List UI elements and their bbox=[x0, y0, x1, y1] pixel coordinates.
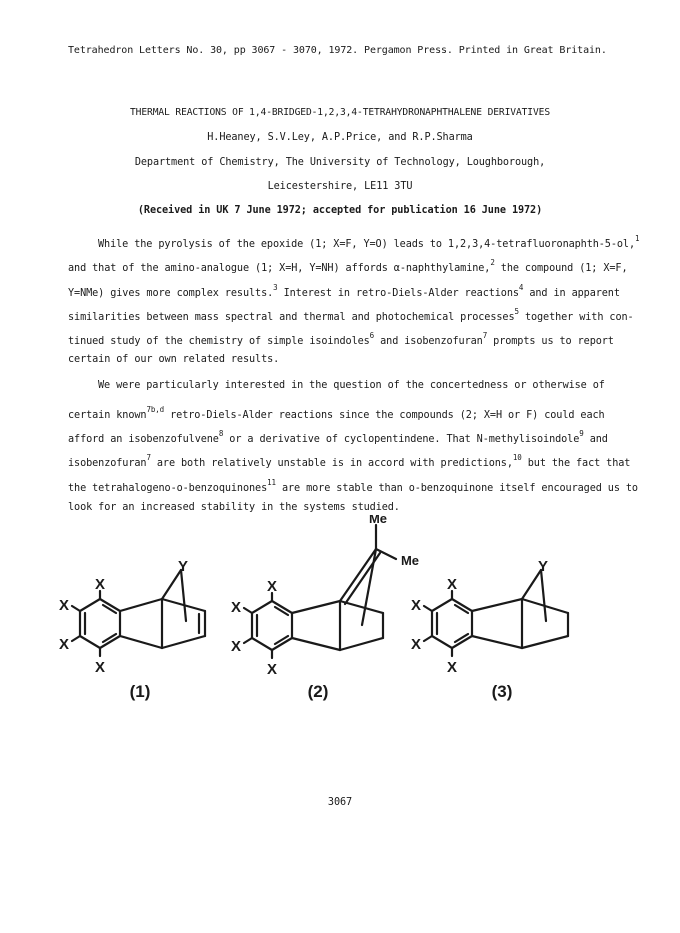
footnote-ref: 11 bbox=[267, 478, 276, 487]
compound-label-3: (3) bbox=[491, 682, 513, 701]
footnote-ref: 10 bbox=[512, 453, 522, 462]
p2-line-2 bbox=[68, 405, 605, 421]
affiliation-line-1: Department of Chemistry, The University of Technology, Loughborough, bbox=[134, 157, 546, 168]
p1-line-2-text-b: the compound (1; X=F, bbox=[494, 263, 628, 274]
x-label: X bbox=[266, 661, 278, 678]
p1-line-1-text: While the pyrolysis of the epoxide (1; X=F, Y=O) leads to 1,2,3,4-tetrafluoronaphth-5-ol, bbox=[98, 239, 635, 250]
p1-line-1 bbox=[98, 234, 639, 250]
compound-label-2: (2) bbox=[307, 682, 329, 701]
p2-line-4-text-b: are both relatively unstable is in accord with predictions, bbox=[150, 458, 513, 469]
p2-line-1: We were particularly interested in the question of the concertedness or otherwise of bbox=[98, 380, 605, 391]
footnote-ref: 2 bbox=[490, 258, 495, 267]
p1-line-2 bbox=[68, 258, 628, 274]
y-label: Y bbox=[537, 558, 549, 575]
p1-line-5 bbox=[68, 331, 614, 347]
p1-line-3-text-b: Interest in retro-Diels-Alder reactions bbox=[277, 288, 519, 299]
p1-line-5-text-a: tinued study of the chemistry of simple isoindoles bbox=[68, 336, 370, 347]
compound-label-1: (1) bbox=[129, 682, 151, 701]
footnote-ref: 7 bbox=[482, 331, 488, 340]
page-number: 3067 bbox=[327, 797, 353, 808]
received-dates: (Received in UK 7 June 1972; accepted for publication 16 June 1972) bbox=[137, 205, 543, 216]
footnote-ref: 3 bbox=[273, 283, 278, 292]
paper-title: THERMAL REACTIONS OF 1,4-BRIDGED-1,2,3,4-TETRAHYDRONAPHTHALENE DERIVATIVES bbox=[129, 107, 551, 118]
p2-line-6: look for an increased stability in the systems studied. bbox=[68, 502, 400, 513]
p1-line-4-text-b: together with con- bbox=[518, 312, 634, 323]
x-label: X bbox=[446, 576, 458, 593]
p2-line-3-text-b: or a derivative of cyclopentindene. That N-methylisoindole bbox=[223, 434, 580, 445]
x-label: X bbox=[410, 636, 422, 653]
structure-3 bbox=[424, 570, 568, 656]
footnote-ref: 8 bbox=[218, 429, 224, 438]
methyl-label: Me bbox=[368, 515, 388, 526]
p2-line-3-text-a: afford an isobenzofulvene bbox=[68, 434, 219, 445]
p1-line-6: certain of our own related results. bbox=[68, 354, 280, 365]
x-label: X bbox=[266, 578, 278, 595]
p2-line-2-text-b: retro-Diels-Alder reactions since the compounds (2; X=H or F) could each bbox=[164, 410, 605, 421]
p1-line-3 bbox=[68, 283, 620, 299]
x-label: X bbox=[446, 659, 458, 676]
footnote-ref: 6 bbox=[369, 331, 375, 340]
x-label: X bbox=[94, 659, 106, 676]
p2-line-4-text-a: isobenzofuran bbox=[68, 458, 147, 469]
footnote-ref: 7b,d bbox=[146, 405, 165, 414]
x-label: X bbox=[230, 599, 242, 616]
x-label: X bbox=[410, 597, 422, 614]
p2-line-2-text-a: certain known bbox=[68, 410, 147, 421]
p1-line-4-text-a: similarities between mass spectral and thermal and photochemical processes bbox=[68, 312, 515, 323]
x-label: X bbox=[230, 638, 242, 655]
journal-header: Tetrahedron Letters No. 30, pp 3067 - 3070, 1972. Pergamon Press. Printed in Great Britain. bbox=[68, 45, 607, 56]
chemical-structures-figure bbox=[0, 515, 680, 715]
p2-line-4-text-c: but the fact that bbox=[521, 458, 631, 469]
structure-1 bbox=[72, 570, 205, 656]
p2-line-3 bbox=[68, 429, 608, 445]
affiliation-line-2: Leicestershire, LE11 3TU bbox=[267, 181, 413, 192]
p2-line-5 bbox=[68, 478, 638, 494]
p1-line-2-text-a: and that of the amino-analogue (1; X=H, Y=NH) affords α-naphthylamine, bbox=[68, 263, 491, 274]
y-label: Y bbox=[177, 558, 189, 575]
footnote-ref: 9 bbox=[579, 429, 584, 438]
p1-line-3-text-c: and in apparent bbox=[523, 288, 620, 299]
footnote-ref: 5 bbox=[514, 307, 519, 316]
methyl-label: Me bbox=[400, 553, 420, 568]
x-label: X bbox=[58, 636, 70, 653]
p1-line-5-text-b: and isobenzofuran bbox=[374, 336, 483, 347]
p1-line-3-text-a: Y=NMe) gives more complex results. bbox=[68, 288, 274, 299]
authors: H.Heaney, S.V.Ley, A.P.Price, and R.P.Sharma bbox=[207, 132, 473, 143]
footnote-ref: 7 bbox=[146, 453, 151, 462]
p2-line-5-text-a: the tetrahalogeno-o-benzoquinones bbox=[68, 483, 268, 494]
p1-line-5-text-c: prompts us to report bbox=[487, 336, 614, 347]
p2-line-3-text-c: and bbox=[583, 434, 608, 445]
p2-line-4 bbox=[68, 453, 630, 469]
footnote-ref: 1 bbox=[634, 234, 640, 243]
footnote-ref: 4 bbox=[518, 283, 524, 292]
p1-line-4 bbox=[68, 307, 634, 323]
x-label: X bbox=[94, 576, 106, 593]
p2-line-5-text-b: are more stable than o-benzoquinone itself encouraged us to bbox=[275, 483, 638, 494]
x-label: X bbox=[58, 597, 70, 614]
